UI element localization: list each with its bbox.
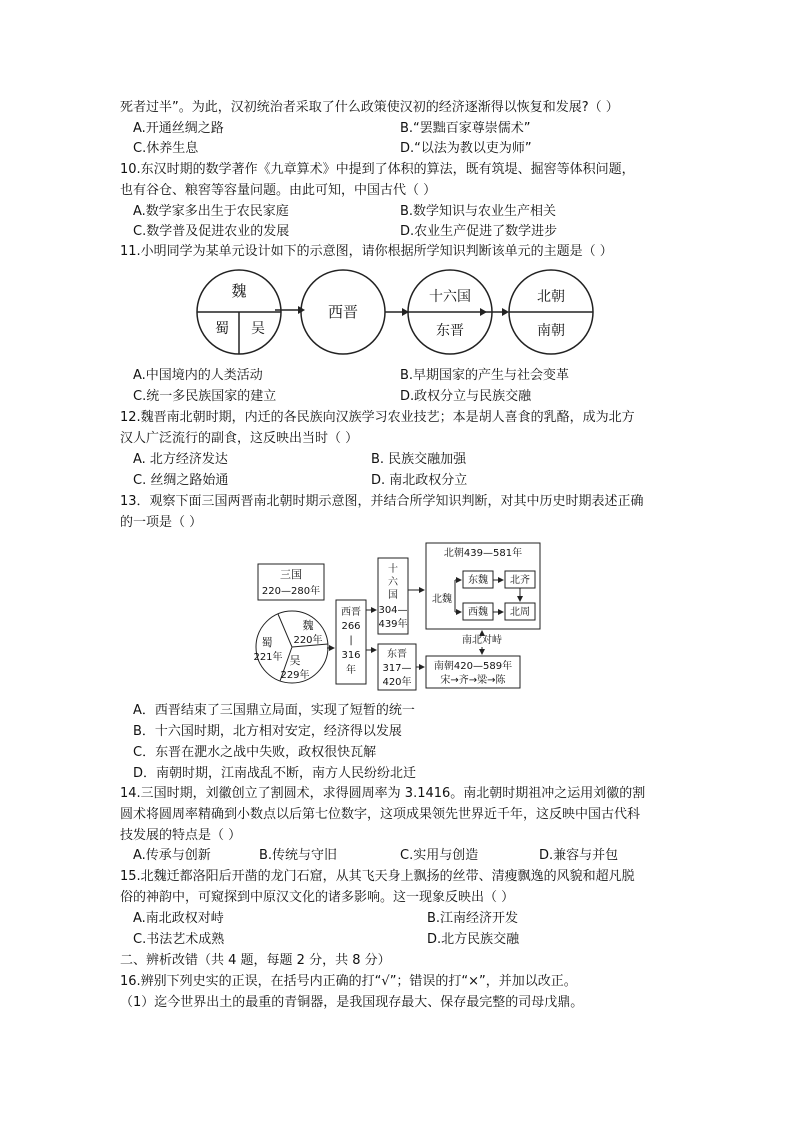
q13-xijin-1: 266 (341, 621, 361, 632)
q13-option-c: C．东晋在淝水之战中失败，政权很快瓦解 (133, 745, 377, 760)
q13-nanchao-seq: 宋→齐→梁→陈 (440, 675, 506, 686)
q13-wu-years: 229年 (280, 670, 310, 681)
q9-option-d: D.“以法为教以吏为师” (400, 141, 532, 156)
q11-c4-beichao: 北朝 (537, 289, 565, 305)
q13-xiwei: 西魏 (468, 607, 488, 618)
q11-option-b: B.早期国家的产生与社会变革 (400, 368, 570, 383)
q12-stem-line2: 汉人广泛流行的副食，这反映出当时（ ） (120, 431, 359, 446)
q12-option-c: C. 丝绸之路始通 (133, 473, 229, 488)
q11-c1-shu: 蜀 (215, 321, 229, 337)
q13-shiliu-1: 六 (388, 577, 398, 588)
q14-stem-line1: 14.三国时期，刘徽创立了割圆术，求得圆周率为 3.1416。南北朝时期祖冲之运用刘徽的割 (120, 786, 646, 801)
q13-sanguo: 三国 (280, 568, 302, 581)
q15-stem-line2: 俗的神韵中，可窥探到中原汉文化的诸多影响。这一现象反映出（ ） (120, 890, 515, 905)
q13-dongjin-2: 420年 (382, 677, 412, 688)
q14-option-d: D.兼容与并包 (539, 848, 619, 863)
q13-stem-line1: 13．观察下面三国两晋南北朝时期示意图，并结合所学知识判断，对其中历史时期表述正确 (120, 494, 644, 509)
q13-dongwei: 东魏 (468, 575, 488, 586)
q16-stem: 16.辨别下列史实的正误，在括号内正确的打“√”；错误的打“×”，并加以改正。 (120, 974, 577, 989)
q10-option-d: D.农业生产促进了数学进步 (400, 224, 558, 239)
q11-c1-wu: 吴 (251, 321, 265, 337)
q13-option-d: D．南朝时期，江南战乱不断，南方人民纷纷北迁 (133, 766, 417, 781)
q11-option-d: D.政权分立与民族交融 (400, 389, 532, 404)
q13-option-b: B．十六国时期，北方相对安定，经济得以发展 (133, 724, 402, 739)
q11-c3-dongjin: 东晋 (436, 323, 464, 339)
q10-stem-line1: 10.东汉时期的数学著作《九章算术》中提到了体积的算法，既有筑堤、掘窖等体积问题， (120, 162, 635, 177)
q15-option-b: B.江南经济开发 (427, 911, 519, 926)
q13-beiwei: 北魏 (432, 594, 452, 605)
q15-stem-line1: 15.北魏迁都洛阳后开凿的龙门石窟，从其飞天身上飘扬的丝带、清瘦飘逸的风貌和超凡脱 (120, 869, 635, 884)
q12-option-a: A. 北方经济发达 (133, 452, 228, 467)
q10-option-c: C.数学普及促进农业的发展 (133, 224, 290, 239)
q13-xijin-4: 年 (346, 665, 356, 676)
q13-wu: 吴 (289, 654, 301, 667)
q13-beizhou: 北周 (510, 607, 530, 618)
q13-shiliu-4: 439年 (378, 619, 408, 630)
q11-c1-wei: 魏 (231, 282, 247, 300)
q11-c4-nanchao: 南朝 (537, 323, 565, 339)
q15-option-a: A.南北政权对峙 (133, 911, 224, 926)
q14-stem-line3: 技发展的特点是（ ） (120, 828, 242, 843)
q16-item-1: （1）迄今世界出土的最重的青铜器，是我国现存最大、保存最完整的司母戊鼎。 (120, 995, 584, 1010)
q11-c2-xijin: 西晋 (327, 303, 359, 321)
q13-beiqi: 北齐 (510, 575, 530, 586)
q13-xijin-0: 西晋 (341, 607, 361, 618)
q9-option-a: A.开通丝绸之路 (133, 121, 224, 136)
q10-stem-line2: 也有谷仓、粮窖等容量问题。由此可知，中国古代（ ） (120, 183, 437, 198)
q14-stem-line2: 圆术将圆周率精确到小数点以后第七位数字，这项成果领先世界近千年，这反映中国古代科 (120, 807, 641, 822)
q11-option-c: C.统一多民族国家的建立 (133, 389, 277, 404)
section-2-heading: 二、辨析改错（共 4 题，每题 2 分，共 8 分） (120, 953, 391, 968)
q13-dongjin-0: 东晋 (387, 649, 407, 660)
q13-nanchao: 南朝420—589年 (433, 661, 513, 672)
q15-option-c: C.书法艺术成熟 (133, 932, 225, 947)
q15-option-d: D.北方民族交融 (427, 932, 520, 947)
q12-option-d: D. 南北政权分立 (371, 473, 468, 488)
q14-option-b: B.传统与守旧 (259, 848, 338, 863)
q11-unit-diagram (190, 265, 610, 360)
q13-dongjin-1: 317— (382, 663, 412, 674)
q13-sanguo-years: 220—280年 (261, 586, 321, 597)
q11-option-a: A.中国境内的人类活动 (133, 368, 263, 383)
q13-duizhi: 南北对峙 (462, 635, 502, 646)
q14-option-a: A.传承与创新 (133, 848, 211, 863)
q13-shiliu-0: 十 (388, 564, 398, 575)
q13-wei-years: 220年 (293, 635, 323, 646)
q13-shu-years: 221年 (253, 652, 283, 663)
q13-wei: 魏 (302, 619, 314, 632)
q10-option-a: A.数学家多出生于农民家庭 (133, 204, 289, 219)
q13-option-a: A．西晋结束了三国鼎立局面，实现了短暂的统一 (133, 703, 415, 718)
q13-stem-line2: 的一项是（ ） (120, 515, 203, 530)
q13-shiliu-2: 国 (388, 590, 398, 601)
q11-stem: 11.小明同学为某单元设计如下的示意图，请你根据所学知识判断该单元的主题是（ ） (120, 244, 613, 259)
q12-option-b: B. 民族交融加强 (371, 452, 467, 467)
q13-period-diagram (250, 540, 550, 695)
q13-beichao: 北朝439—581年 (443, 548, 523, 559)
q13-xijin-2: | (349, 635, 353, 646)
q9-option-b: B.“罢黜百家尊崇儒术” (400, 121, 531, 136)
q9-stem: 死者过半”。为此，汉初统治者采取了什么政策使汉初的经济逐渐得以恢复和发展?（ ） (120, 100, 619, 115)
q11-c3-shiliuguo: 十六国 (429, 289, 471, 305)
q9-option-c: C.休养生息 (133, 141, 199, 156)
q13-shu: 蜀 (261, 636, 273, 649)
q13-shiliu-3: 304— (378, 605, 408, 616)
q14-option-c: C.实用与创造 (400, 848, 479, 863)
q13-xijin-3: 316 (341, 650, 361, 661)
q10-option-b: B.数学知识与农业生产相关 (400, 204, 557, 219)
q12-stem-line1: 12.魏晋南北朝时期，内迁的各民族向汉族学习农业技艺；本是胡人喜食的乳酪，成为北方 (120, 410, 635, 425)
